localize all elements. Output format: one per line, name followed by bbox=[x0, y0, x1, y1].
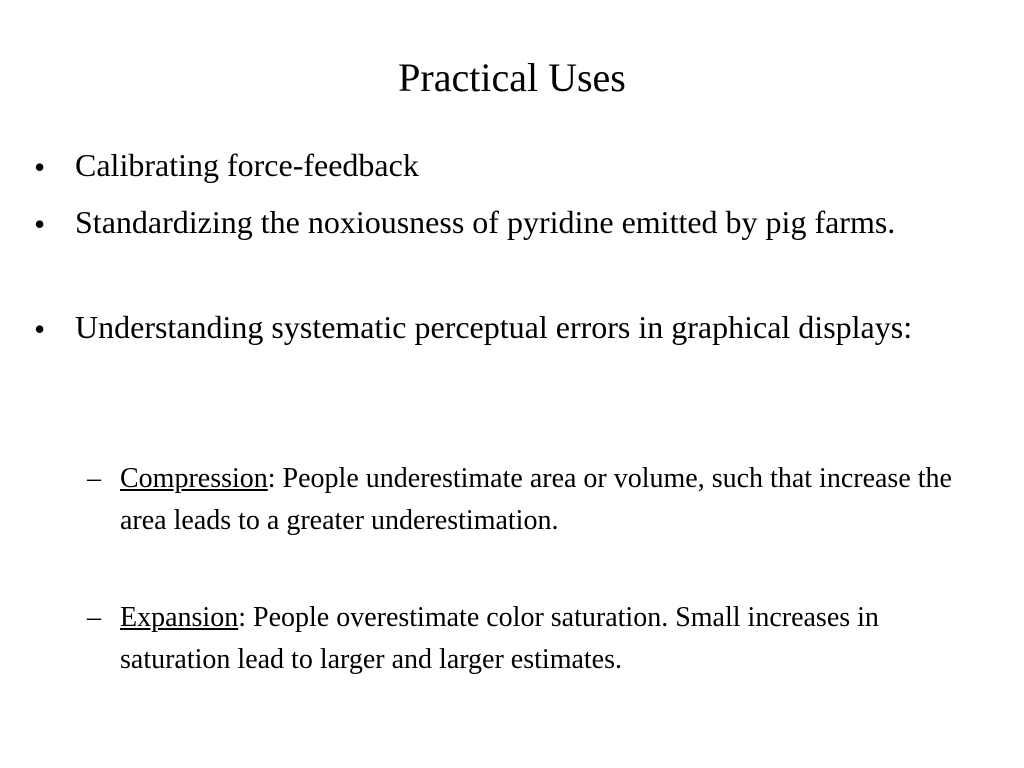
bullet-text: Calibrating force-feedback bbox=[75, 147, 419, 183]
bullet-marker: • bbox=[34, 206, 46, 242]
sub-bullet-term: Compression bbox=[120, 463, 268, 494]
sub-bullet-description: : People underestimate area or volume, such that increase the area leads to a greater underestimation. bbox=[120, 463, 952, 536]
sub-bullet-text bbox=[120, 597, 990, 681]
sub-bullet-text bbox=[120, 458, 990, 542]
bullet-marker: • bbox=[34, 149, 46, 185]
bullet-marker: • bbox=[34, 311, 46, 347]
sub-bullet-term: Expansion bbox=[120, 602, 239, 633]
bullet-text: Standardizing the noxiousness of pyridine emitted by pig farms. bbox=[75, 204, 896, 240]
sub-bullet-description: : People overestimate color saturation. Small increases in saturation lead to larger and larger estimates. bbox=[120, 602, 879, 675]
slide-title: Practical Uses bbox=[398, 55, 626, 100]
sub-bullet-marker: – bbox=[87, 463, 101, 494]
bullet-text: Understanding systematic perceptual errors in graphical displays: bbox=[75, 309, 913, 345]
sub-bullet-marker: – bbox=[87, 602, 101, 633]
